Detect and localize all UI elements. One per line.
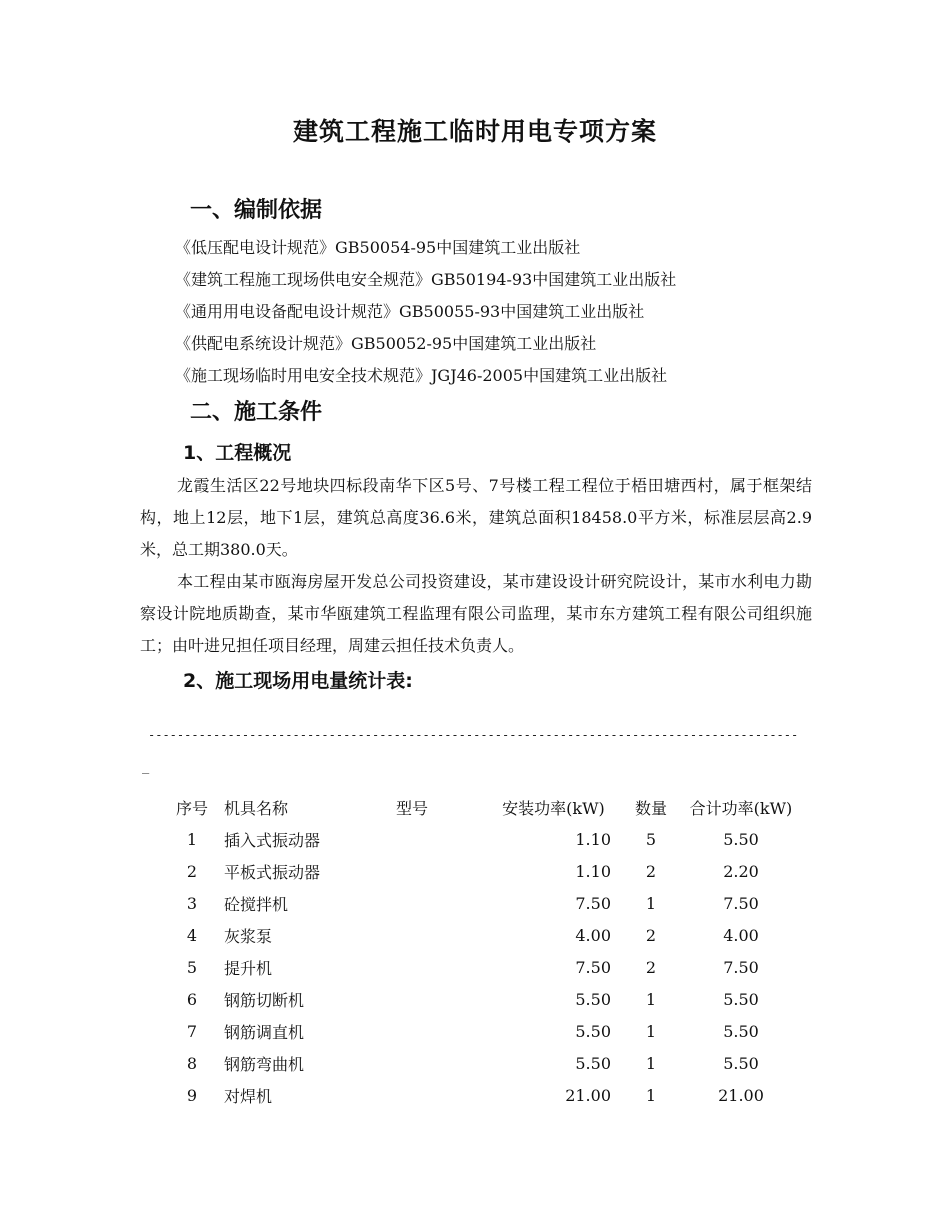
cell-total-power: 5.50: [723, 989, 759, 1009]
cell-total-power: 5.50: [723, 1053, 759, 1073]
cell-install-power: 5.50: [575, 989, 611, 1009]
cell-name: 钢筋弯曲机: [224, 1054, 305, 1074]
reference-item: 《建筑工程施工现场供电安全规范》GB50194-93中国建筑工业出版社: [175, 270, 677, 289]
paragraph-overview: 龙霞生活区22号地块四标段南华下区5号、7号楼工程工程位于梧田塘西村，属于框架结构，地上12层，地下1层，建筑总高度36.6米，建筑总面积18458.0平方米，标准层层高2.9米，总工期380.0天。: [140, 476, 812, 559]
cell-install-power: 5.50: [575, 1021, 611, 1041]
table-row: [160, 951, 801, 983]
section-heading-basis: 一、编制依据: [190, 198, 323, 223]
cell-total-power: 5.50: [723, 829, 759, 849]
cell-name: 钢筋切断机: [224, 990, 305, 1010]
cell-quantity: 2: [645, 925, 657, 945]
table-row: [160, 855, 801, 887]
header-model: 型号: [396, 798, 429, 818]
cell-quantity: 1: [645, 989, 657, 1009]
cell-total-power: 7.50: [723, 893, 759, 913]
cell-no: 6: [186, 989, 198, 1009]
cell-install-power: 7.50: [575, 893, 611, 913]
cell-quantity: 1: [645, 1021, 657, 1041]
header-name: 机具名称: [224, 798, 289, 818]
power-statistics-table: [160, 791, 801, 1111]
cell-quantity: 1: [645, 1053, 657, 1073]
reference-item: 《供配电系统设计规范》GB50052-95中国建筑工业出版社: [175, 334, 597, 353]
cell-name: 插入式振动器: [224, 830, 321, 850]
cell-model: [396, 919, 486, 951]
reference-item: 《低压配电设计规范》GB50054-95中国建筑工业出版社: [175, 238, 581, 257]
cell-no: 7: [186, 1021, 198, 1041]
cell-name: 对焊机: [224, 1086, 273, 1106]
cell-model: [396, 983, 486, 1015]
cell-no: 3: [186, 893, 198, 913]
table-row: [160, 1015, 801, 1047]
section-heading-conditions: 二、施工条件: [190, 400, 323, 425]
cell-model: [396, 1079, 486, 1111]
table-row: [160, 919, 801, 951]
table-row: [160, 983, 801, 1015]
cell-quantity: 1: [645, 1085, 657, 1105]
reference-item: 《通用用电设备配电设计规范》GB50055-93中国建筑工业出版社: [175, 302, 645, 321]
cell-total-power: 5.50: [723, 1021, 759, 1041]
paragraph-parties: 本工程由某市瓯海房屋开发总公司投资建设，某市建设设计研究院设计，某市水利电力勘察设计院地质勘查，某市华瓯建筑工程监理有限公司监理，某市东方建筑工程有限公司组织施工；由叶进兄担任项目经理，周建云担任技术负责人。: [140, 572, 812, 655]
cell-quantity: 1: [645, 893, 657, 913]
header-total-power: 合计功率(kW): [689, 798, 793, 818]
cell-install-power: 4.00: [575, 925, 611, 945]
table-row: [160, 1047, 801, 1079]
header-no: 序号: [175, 798, 208, 818]
cell-no: 1: [186, 829, 198, 849]
cell-model: [396, 951, 486, 983]
cell-install-power: 7.50: [575, 957, 611, 977]
cell-quantity: 2: [645, 957, 657, 977]
cell-total-power: 4.00: [723, 925, 759, 945]
reference-item: 《施工现场临时用电安全技术规范》JGJ46-2005中国建筑工业出版社: [175, 366, 668, 385]
cell-name: 砼搅拌机: [224, 894, 289, 914]
cell-no: 4: [186, 925, 198, 945]
cell-total-power: 2.20: [723, 861, 759, 881]
table-row: [160, 823, 801, 855]
cell-total-power: 21.00: [718, 1085, 764, 1105]
cell-model: [396, 823, 486, 855]
cell-name: 灰浆泵: [224, 926, 273, 946]
cell-name: 平板式振动器: [224, 862, 321, 882]
document-title: 建筑工程施工临时用电专项方案: [292, 117, 657, 146]
table-row: [160, 1079, 801, 1111]
table-header-row: [160, 791, 801, 823]
cell-install-power: 1.10: [575, 861, 611, 881]
subheading-power-table: 2、施工现场用电量统计表:: [183, 670, 413, 692]
header-install-power: 安装功率(kW): [502, 798, 605, 818]
cell-model: [396, 855, 486, 887]
cell-no: 2: [186, 861, 198, 881]
header-quantity: 数量: [634, 798, 667, 818]
subheading-overview: 1、工程概况: [183, 442, 292, 464]
cell-install-power: 21.00: [565, 1085, 611, 1105]
table-row: [160, 887, 801, 919]
cell-name: 钢筋调直机: [224, 1022, 305, 1042]
cell-total-power: 7.50: [723, 957, 759, 977]
cell-model: [396, 1047, 486, 1079]
cell-model: [396, 1015, 486, 1047]
cell-quantity: 5: [645, 829, 657, 849]
cell-quantity: 2: [645, 861, 657, 881]
dashed-separator: ------------------------------------------------------------------------------------------: [148, 728, 799, 742]
cell-no: 9: [186, 1085, 198, 1105]
cell-name: 提升机: [224, 958, 273, 978]
cell-no: 5: [186, 957, 198, 977]
cell-install-power: 5.50: [575, 1053, 611, 1073]
dashed-separator-tail: _: [142, 760, 150, 774]
cell-no: 8: [186, 1053, 198, 1073]
cell-model: [396, 887, 486, 919]
cell-install-power: 1.10: [575, 829, 611, 849]
